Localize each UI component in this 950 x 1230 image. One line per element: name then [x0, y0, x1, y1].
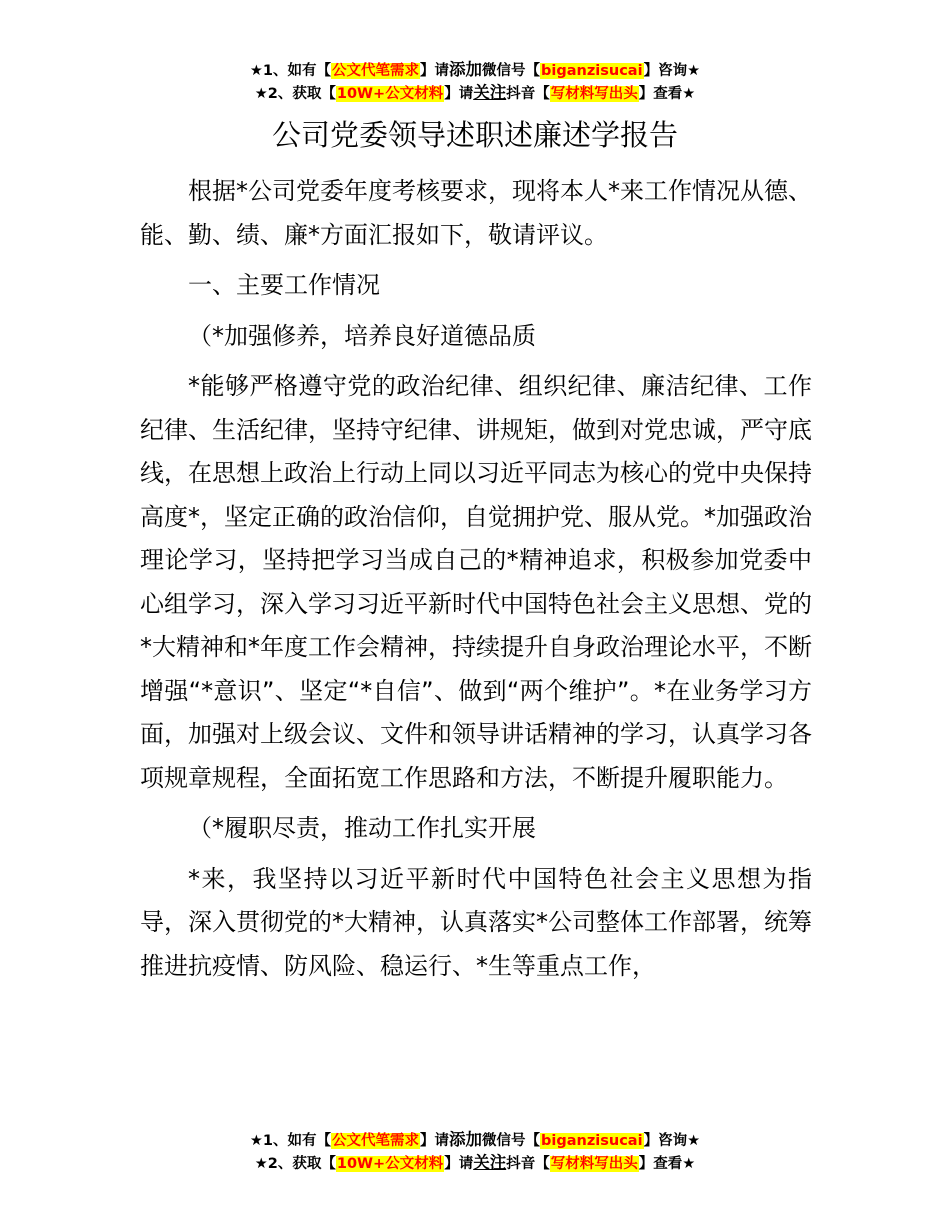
- subsection-heading: （*加强修养，培养良好道德品质: [188, 321, 536, 350]
- banner-text: 抖音【: [506, 1156, 550, 1172]
- banner-text: 】咨询★: [643, 1133, 701, 1149]
- header-banner: [0, 59, 950, 105]
- banner-text: 】查看★: [638, 86, 696, 102]
- banner-emphasis: 关注: [473, 1153, 507, 1172]
- intro-paragraph: 根据*公司党委年度考核要求，现将本人*来工作情况从德、能、勤、绩、廉*方面汇报如下，敬请评议。: [140, 177, 812, 249]
- banner-line-1: [0, 59, 950, 82]
- highlight-service: 公文代笔需求: [332, 1133, 420, 1149]
- banner-emphasis: 添加: [449, 1130, 483, 1149]
- banner-emphasis: 关注: [473, 83, 507, 102]
- highlight-douyin-id: 写材料写出头: [550, 86, 638, 102]
- body-paragraph: *来，我坚持以习近平新时代中国特色社会主义思想为指导，深入贯彻党的*大精神，认真落实*公司整体工作部署，统筹推进抗疫情、防风险、稳运行、*生等重点工作，: [140, 864, 812, 980]
- highlight-wechat-id: biganzisucai: [541, 63, 643, 79]
- footer-banner: [0, 1129, 950, 1175]
- document-body: [140, 170, 812, 995]
- banner-text: ★1、如有【: [249, 1133, 332, 1149]
- highlight-materials: 10W+公文材料: [336, 86, 444, 102]
- highlight-douyin-id: 写材料写出头: [550, 1156, 638, 1172]
- banner-text: 】请: [444, 1156, 474, 1172]
- banner-text: 】请: [420, 63, 450, 79]
- subsection-heading: （*履职尽责，推动工作扎实开展: [188, 814, 536, 842]
- highlight-wechat-id: biganzisucai: [541, 1133, 643, 1149]
- banner-text: 微信号【: [482, 1133, 541, 1149]
- banner-text: 】请: [420, 1133, 450, 1149]
- banner-line-2: [0, 1152, 950, 1175]
- banner-text: ★2、获取【: [254, 86, 336, 102]
- banner-text: 抖音【: [506, 86, 550, 102]
- highlight-service: 公文代笔需求: [332, 63, 420, 79]
- banner-text: 】请: [444, 86, 474, 102]
- body-paragraph: *能够严格遵守党的政治纪律、组织纪律、廉洁纪律、工作纪律、生活纪律，坚持守纪律、讲规矩，做到对党忠诚，严守底线，在思想上政治上行动上同以习近平同志为核心的党中央保持高度*，坚定正确的政治信仰，自觉拥护党、服从党。*加强政治理论学习，坚持把学习当成自己的*精神追求，积极参加党委中心组学习，深入学习习近平新时代中国特色社会主义思想、党的*大精神和*年度工作会精神，持续提升自身政治理论水平，不断增强“*意识”、坚定“*自信”、做到“两个维护”。*在业务学习方面，加强对上级会议、文件和领导讲话精神的学习，认真学习各项规章规程，全面拓宽工作思路和方法，不断提升履职能力。: [140, 372, 812, 792]
- banner-text: ★2、获取【: [254, 1156, 336, 1172]
- banner-text: 微信号【: [482, 63, 541, 79]
- banner-line-1: [0, 1129, 950, 1152]
- banner-line-2: [0, 82, 950, 105]
- banner-emphasis: 添加: [449, 60, 483, 79]
- section-heading: 一、主要工作情况: [188, 271, 380, 299]
- banner-text: ★1、如有【: [249, 63, 332, 79]
- banner-text: 】咨询★: [643, 63, 701, 79]
- highlight-materials: 10W+公文材料: [336, 1156, 444, 1172]
- document-title: 公司党委领导述职述廉述学报告: [271, 118, 678, 152]
- banner-text: 】查看★: [638, 1156, 696, 1172]
